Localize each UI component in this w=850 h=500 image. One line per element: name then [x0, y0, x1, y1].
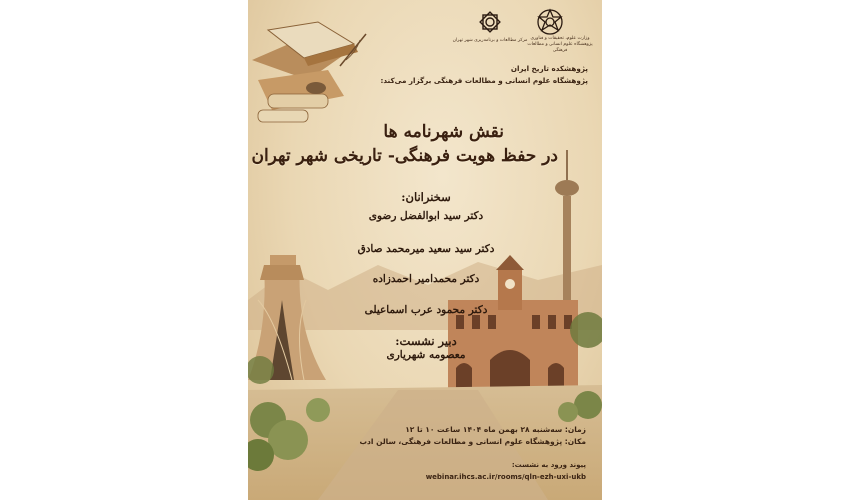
ihcs-logo-caption-2: پژوهشگاه علوم انسانی و مطالعات فرهنگی — [527, 42, 593, 53]
speaker-2: دکتر سید سعید میرمحمد صادق — [357, 243, 495, 255]
event-title-line1: نقش شهرنامه ها — [383, 122, 504, 142]
speaker-1: دکتر سید ابوالفضل رضوی — [368, 210, 484, 222]
speaker-3: دکتر محمدامیر احمدزاده — [372, 273, 480, 285]
secretary-heading: دبیر نشست: — [395, 334, 457, 348]
webinar-link[interactable]: webinar.ihcs.ac.ir/rooms/qln-ezh-uxi-ukb — [425, 473, 586, 481]
secretary-name: معصومه شهریاری — [386, 349, 466, 361]
speaker-4: دکتر محمود عرب اسماعیلی — [364, 304, 488, 316]
speakers-heading: سخنرانان: — [401, 190, 451, 204]
books-illustration — [252, 22, 366, 122]
event-poster — [248, 0, 602, 500]
event-time: زمان: سه‌شنبه ۲۸ بهمن ماه ۱۴۰۴ ساعت ۱۰ تا ۱۲ — [405, 425, 586, 434]
organizer-line: پژوهشگاه علوم انسانی و مطالعات فرهنگی برگزار می‌کند: — [380, 76, 588, 85]
organizer-institute: پژوهشکده تاریخ ایران — [510, 64, 588, 73]
ihcs-logo-caption-1: وزارت علوم، تحقیقات و فناوری — [530, 36, 590, 41]
event-place: مکان: پژوهشگاه علوم انسانی و مطالعات فرهنگی، سالن ادب — [359, 437, 586, 446]
link-label: پیوند ورود به نشست: — [511, 461, 586, 469]
city-research-logo-caption: مرکز مطالعات و برنامه‌ریزی شهر تهران — [452, 38, 528, 43]
event-title-line2: در حفظ هویت فرهنگی- تاریخی شهر تهران — [251, 146, 558, 166]
city-research-logo — [476, 8, 504, 36]
ihcs-logo — [536, 8, 564, 36]
